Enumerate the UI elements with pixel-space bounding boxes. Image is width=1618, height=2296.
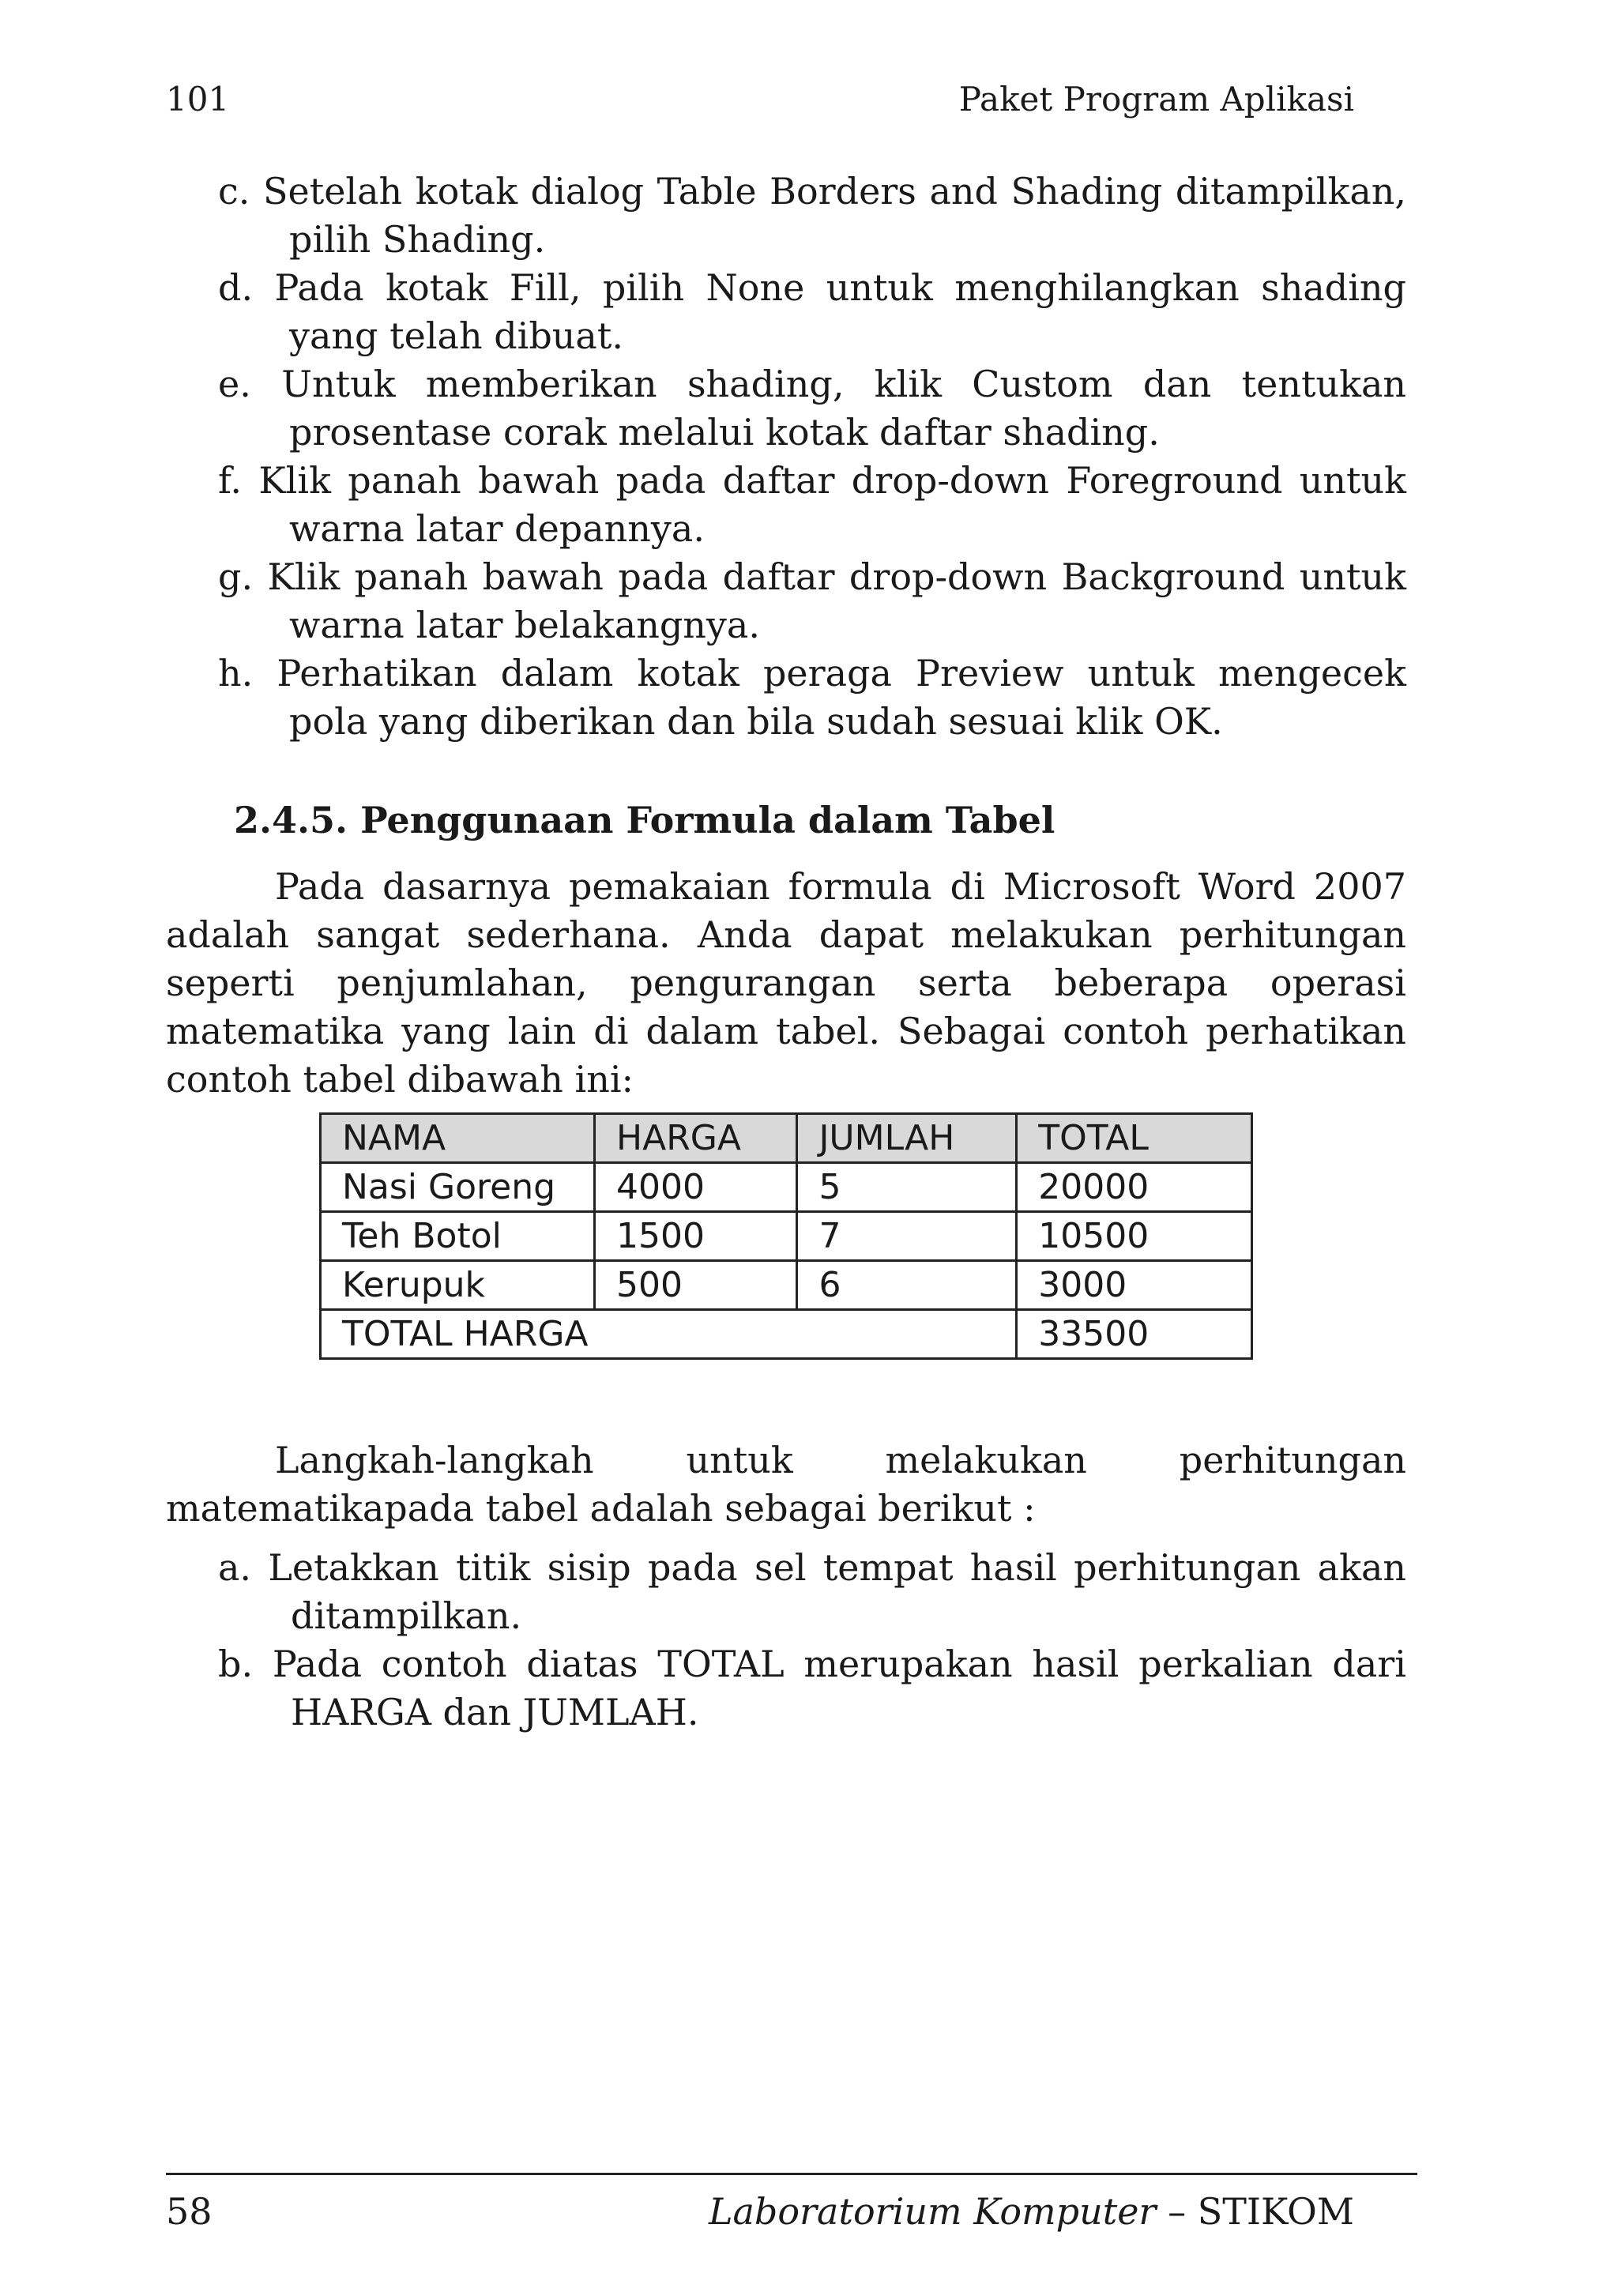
total-value-cell: 33500 bbox=[1017, 1310, 1252, 1359]
list-item-b bbox=[218, 1640, 1406, 1737]
list-marker: f. bbox=[218, 459, 243, 502]
list-item-h bbox=[218, 649, 1406, 746]
bottom-list bbox=[218, 1544, 1406, 1737]
table-cell: Kerupuk bbox=[321, 1261, 595, 1310]
table-cell: 5 bbox=[797, 1163, 1017, 1212]
list-item-e bbox=[218, 360, 1406, 457]
list-item-a bbox=[218, 1544, 1406, 1640]
total-label-cell: TOTAL HARGA bbox=[321, 1310, 1017, 1359]
list-text: Pada kotak Fill, pilih None untuk menghilangkan shading yang telah dibuat. bbox=[274, 266, 1406, 357]
footer-credit bbox=[709, 2187, 1354, 2236]
list-marker: g. bbox=[218, 555, 254, 598]
list-text: Untuk memberikan shading, klik Custom dan tentukan prosentase corak melalui kotak daftar shading. bbox=[281, 363, 1406, 454]
table-cell: 20000 bbox=[1017, 1163, 1252, 1212]
list-marker: d. bbox=[218, 266, 254, 309]
list-marker: c. bbox=[218, 170, 250, 213]
column-header-nama: NAMA bbox=[321, 1114, 595, 1163]
column-header-jumlah: JUMLAH bbox=[797, 1114, 1017, 1163]
footer-lab-name: Laboratorium Komputer bbox=[708, 2190, 1157, 2233]
list-item-g bbox=[218, 553, 1406, 649]
footer-dash: – bbox=[1168, 2190, 1187, 2233]
footer-org: STIKOM bbox=[1197, 2190, 1354, 2233]
intro-paragraph: Pada dasarnya pemakaian formula di Microsoft Word 2007 adalah sangat sederhana. Anda dapat melakukan perhitungan seperti penjumlahan, pengurangan serta beberapa operasi matematika yang lain di dalam tabel. Sebagai contoh perhatikan contoh tabel dibawah ini: bbox=[166, 865, 1406, 1101]
table-header-row bbox=[321, 1114, 1252, 1163]
list-text: Setelah kotak dialog Table Borders and Shading ditampilkan, pilih Shading. bbox=[262, 170, 1406, 261]
list-text: Klik panah bawah pada daftar drop-down Background untuk warna latar belakangnya. bbox=[267, 555, 1407, 646]
section-heading: 2.4.5. Penggunaan Formula dalam Tabel bbox=[234, 799, 1055, 841]
list-item-c bbox=[218, 167, 1406, 264]
table-total-row bbox=[321, 1310, 1252, 1359]
footer-rule bbox=[166, 2173, 1417, 2175]
table-cell: 3000 bbox=[1017, 1261, 1252, 1310]
table-cell: 10500 bbox=[1017, 1212, 1252, 1261]
steps-intro-line1: Langkah-langkah untuk melakukan perhitungan bbox=[275, 1439, 1406, 1481]
table-cell: 1500 bbox=[595, 1212, 797, 1261]
table-cell: Nasi Goreng bbox=[321, 1163, 595, 1212]
header-page-number: 101 bbox=[166, 80, 230, 119]
table-cell: Teh Botol bbox=[321, 1212, 595, 1261]
list-text: Letakkan titik sisip pada sel tempat hasil perhitungan akan ditampilkan. bbox=[268, 1546, 1406, 1637]
footer-page-number: 58 bbox=[166, 2190, 213, 2233]
table-cell: 6 bbox=[797, 1261, 1017, 1310]
list-marker: e. bbox=[218, 363, 251, 405]
list-item-f bbox=[218, 457, 1406, 553]
list-text: Klik panah bawah pada daftar drop-down Foreground untuk warna latar depannya. bbox=[258, 459, 1406, 550]
table-cell: 7 bbox=[797, 1212, 1017, 1261]
table-row bbox=[321, 1163, 1252, 1212]
column-header-total: TOTAL bbox=[1017, 1114, 1252, 1163]
steps-intro-line2: matematikapada tabel adalah sebagai berikut : bbox=[166, 1487, 1036, 1530]
list-text: Perhatikan dalam kotak peraga Preview untuk mengecek pola yang diberikan dan bila sudah sesuai klik OK. bbox=[277, 652, 1406, 743]
table-cell: 500 bbox=[595, 1261, 797, 1310]
header-title: Paket Program Aplikasi bbox=[958, 80, 1354, 119]
column-header-harga: HARGA bbox=[595, 1114, 797, 1163]
list-item-d bbox=[218, 264, 1406, 360]
list-text: Pada contoh diatas TOTAL merupakan hasil perkalian dari HARGA dan JUMLAH. bbox=[272, 1643, 1407, 1733]
list-marker: h. bbox=[218, 652, 254, 694]
table-row bbox=[321, 1212, 1252, 1261]
list-marker: a. bbox=[218, 1546, 252, 1589]
top-list bbox=[218, 167, 1406, 746]
table-row bbox=[321, 1261, 1252, 1310]
list-marker: b. bbox=[218, 1643, 254, 1685]
example-table bbox=[319, 1112, 1253, 1360]
table-cell: 4000 bbox=[595, 1163, 797, 1212]
